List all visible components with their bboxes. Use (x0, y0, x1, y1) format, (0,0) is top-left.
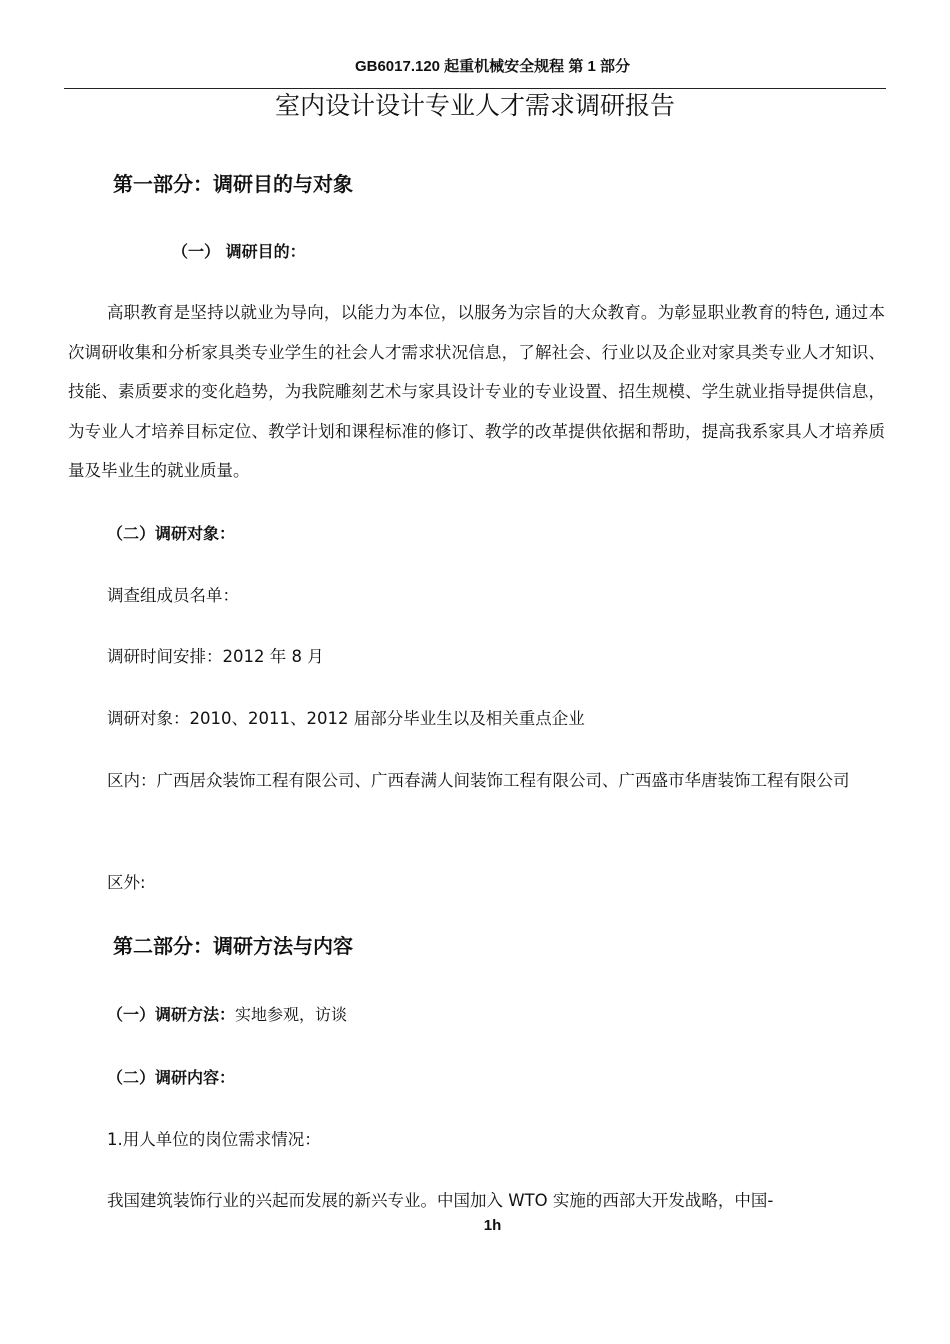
item1-line: 1.用人单位的岗位需求情况： (107, 1130, 321, 1149)
members-line: 调查组成员名单： (107, 586, 239, 605)
outside-region-line: 区外: (107, 873, 146, 892)
part2-heading: 第二部分：调研方法与内容 (113, 934, 353, 958)
purpose-paragraph: 高职教育是坚持以就业为导向，以能力为本位，以服务为宗旨的大众教育。为彰显职业教育的特色, 通过本次调研收集和分析家具类专业学生的社会人才需求状况信息，了解社会、行业以及企业对家具类专业人才知识、技能、素质要求的变化趋势，为我院雕刻艺术与家具设计专业的专业设置、招生规模、学生就业指导提供信息，为专业人才培养目标定位、教学计划和课程标准的修订、教学的改革提供依据和帮助，提高我系家具人才培养质量及毕业生的就业质量。 (68, 303, 885, 480)
page-number: 1h (483, 1217, 502, 1234)
item1-paragraph: 我国建筑装饰行业的兴起而发展的新兴专业。中国加入 WTO 实施的西部大开发战略，中国- (107, 1191, 774, 1210)
part1-heading: 第一部分：调研目的与对象 (113, 172, 353, 196)
method-label: （一）调研方法： (107, 1005, 236, 1024)
purpose-heading: （一） 调研目的： (172, 242, 306, 261)
document-title: 室内设计设计专业人才需求调研报告 (274, 91, 675, 120)
content-heading: （二）调研内容： (107, 1068, 236, 1087)
schedule-line: 调研时间安排：2012 年 8 月 (107, 647, 324, 666)
method-value: 实地参观，访谈 (235, 1005, 348, 1024)
running-header: GB6017.120 起重机械安全规程 第 1 部分 (354, 58, 631, 75)
targets-line: 调研对象：2010、2011、2012 届部分毕业生以及相关重点企业 (107, 709, 585, 728)
method-line (107, 1003, 347, 1027)
inside-region-paragraph: 区内：广西居众装饰工程有限公司、广西春满人间装饰工程有限公司、广西盛市华唐装饰工程有限公司 (107, 771, 850, 790)
object-heading: （二）调研对象： (107, 524, 236, 543)
